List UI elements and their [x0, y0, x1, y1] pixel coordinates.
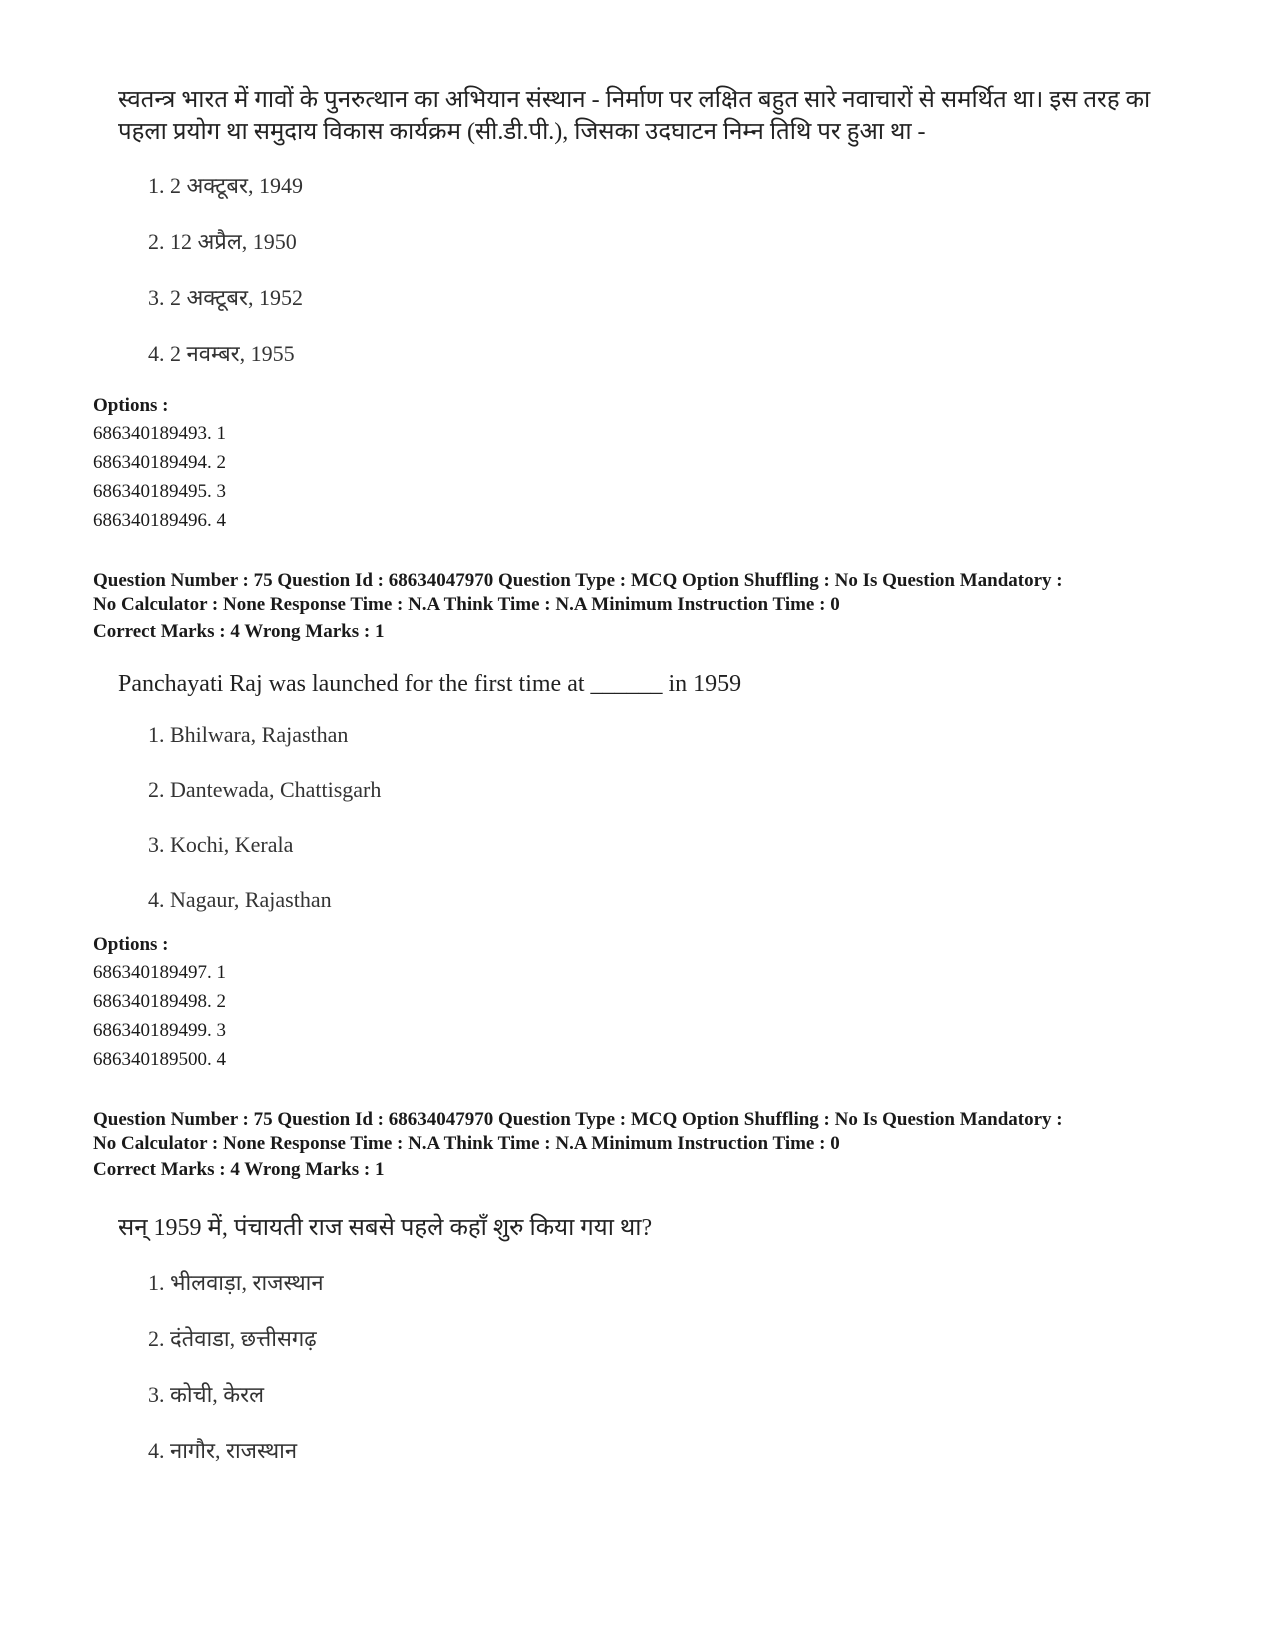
answer-choices-list — [148, 720, 381, 940]
answer-choice: 2. Dantewada, Chattisgarh — [148, 777, 382, 802]
option-id-row: 686340189500. 4 — [93, 1049, 226, 1070]
marks-line: Correct Marks : 4 Wrong Marks : 1 — [93, 621, 385, 642]
question-meta-line: Question Number : 75 Question Id : 68634047970 Question Type : MCQ Option Shuffling : No Is Question Mandatory : — [93, 570, 1063, 591]
option-id-row: 686340189496. 4 — [93, 510, 226, 531]
answer-choice: 1. Bhilwara, Rajasthan — [148, 722, 349, 747]
answer-choice: 4. Nagaur, Rajasthan — [148, 887, 332, 912]
answer-choice: 1. भीलवाड़ा, राजस्थान — [148, 1270, 324, 1295]
option-id-row: 686340189495. 3 — [93, 481, 226, 502]
question-text-hindi-panchayat: सन् 1959 में, पंचायती राज सबसे पहले कहाँ शुरु किया गया था? — [118, 1215, 653, 1241]
question-text-english: Panchayati Raj was launched for the first time at ______ in 1959 — [118, 671, 742, 697]
answer-choice: 2. दंतेवाडा, छत्तीसगढ़ — [148, 1326, 317, 1351]
question-meta-line: No Calculator : None Response Time : N.A Think Time : N.A Minimum Instruction Time : 0 — [93, 594, 840, 615]
question-meta-line: No Calculator : None Response Time : N.A Think Time : N.A Minimum Instruction Time : 0 — [93, 1133, 840, 1154]
option-ids-list — [93, 419, 226, 535]
marks-line: Correct Marks : 4 Wrong Marks : 1 — [93, 1159, 385, 1180]
question-meta — [93, 1108, 1203, 1156]
options-heading: Options : — [93, 395, 169, 416]
answer-choice: 3. 2 अक्टूबर, 1952 — [148, 285, 303, 310]
option-id-row: 686340189494. 2 — [93, 452, 226, 473]
answer-choices-list — [148, 1268, 324, 1492]
answer-choice: 4. नागौर, राजस्थान — [148, 1438, 298, 1463]
option-id-row: 686340189498. 2 — [93, 991, 226, 1012]
answer-choices-list — [148, 171, 303, 395]
question-meta — [93, 569, 1203, 617]
question-text-hindi-cdp: स्वतन्त्र भारत में गावों के पुनरुत्थान का अभियान संस्थान - निर्माण पर लक्षित बहुत सारे नवाचारों से समर्थित था। इस तरह का पहला प्रयोग था समुदाय विकास कार्यक्रम (सी.डी.पी.), जिसका उदघाटन निम्न तिथि पर हुआ था - — [118, 87, 1151, 145]
answer-choice: 3. कोची, केरल — [148, 1382, 265, 1407]
question-meta-line: Question Number : 75 Question Id : 68634047970 Question Type : MCQ Option Shuffling : No Is Question Mandatory : — [93, 1109, 1063, 1130]
answer-choice: 4. 2 नवम्बर, 1955 — [148, 341, 295, 366]
answer-choice: 1. 2 अक्टूबर, 1949 — [148, 173, 303, 198]
answer-choice: 3. Kochi, Kerala — [148, 832, 294, 857]
answer-choice: 2. 12 अप्रैल, 1950 — [148, 229, 297, 254]
option-id-row: 686340189499. 3 — [93, 1020, 226, 1041]
option-ids-list — [93, 958, 226, 1074]
option-id-row: 686340189497. 1 — [93, 962, 226, 983]
option-id-row: 686340189493. 1 — [93, 423, 226, 444]
options-heading: Options : — [93, 934, 169, 955]
